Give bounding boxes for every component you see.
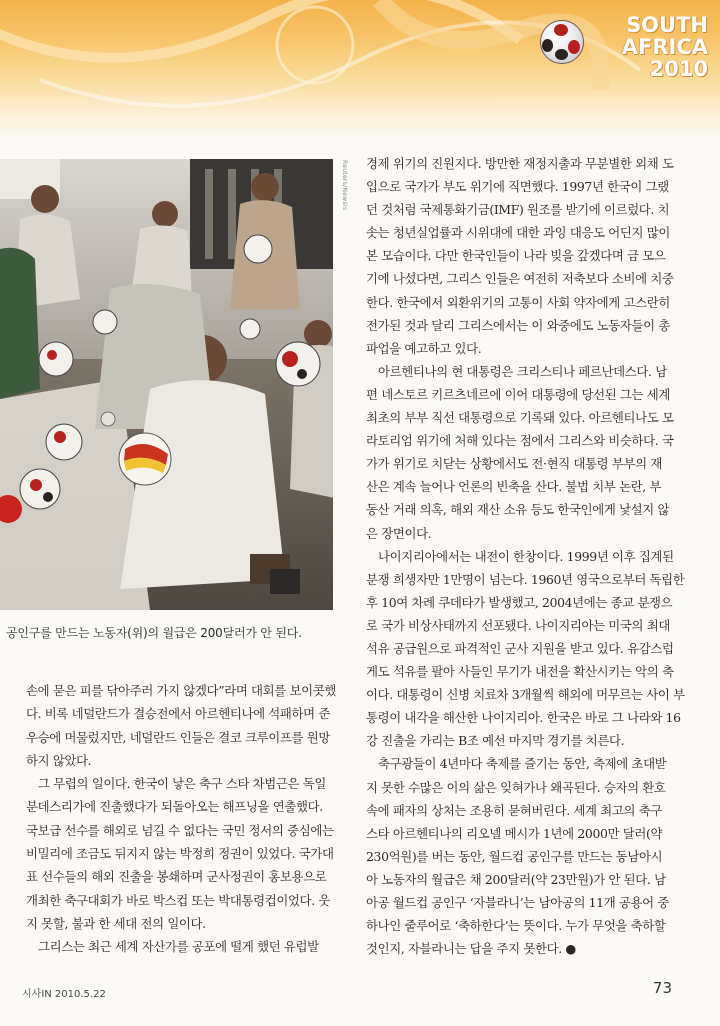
text-line: 하나인 줄루어로 ‘축하한다’는 뜻이다. 누가 무엇을 축하할 bbox=[366, 918, 666, 934]
text-line: 손에 묻은 피를 닦아주러 가지 않겠다”라며 대회를 보이콧했 bbox=[26, 683, 336, 698]
text-line: 한다. 한국에서 외환위기의 고통이 사회 약자에게 고스란히 bbox=[366, 294, 670, 310]
text-line: 국보급 선수를 해외로 넘길 수 없다는 국민 정서의 중심에는 bbox=[26, 822, 334, 838]
text-line: 것인지, 자블라니는 답을 주지 못한다. ● bbox=[366, 941, 576, 957]
text-line: 비밀리에 조금도 뒤지지 않는 박정희 정권이 있었다. 국가대 bbox=[26, 846, 334, 862]
text-line: 분데스리가에 진출했다가 되돌아오는 해프닝을 연출했다. bbox=[26, 799, 323, 815]
text-line: 그 무렵의 일이다. 한국이 낳은 축구 스타 차범근은 독일 bbox=[26, 776, 326, 792]
text-line: 편 네스토르 키르츠네르에 이어 대통령에 당선된 그는 세계 bbox=[366, 386, 670, 402]
text-line: 가가 위기로 치닫는 상황에서도 전·현직 대통령 부부의 재 bbox=[366, 456, 662, 472]
photo-caption: 공인구를 만드는 노동자(위)의 월급은 200달러가 안 된다. bbox=[6, 626, 302, 640]
text-line: 석유 공급원으로 파격적인 군사 지원을 받고 있다. 유감스럽 bbox=[366, 640, 674, 656]
text-line: 우승에 머물렀지만, 네덜란드 인들은 결코 크루이프를 원망 bbox=[26, 729, 330, 745]
text-line: 스타 아르헨티나의 리오넬 메시가 1년에 2000만 달러(약 bbox=[366, 825, 663, 841]
text-line: 후 10여 차례 쿠데타가 발생했고, 2004년에는 종교 분쟁으 bbox=[366, 594, 673, 610]
text-line: 전가된 것과 달리 그리스에서는 이 와중에도 노동자들이 총 bbox=[366, 317, 670, 333]
text-line: 나이지리아에서는 내전이 한창이다. 1999년 이후 집계된 bbox=[366, 548, 674, 564]
text-line: 축구광들이 4년마다 축제를 즐기는 동안, 축제에 초대받 bbox=[366, 756, 667, 772]
workers-photo bbox=[0, 159, 333, 610]
text-line: 아공 월드컵 공인구 ‘자블라니’는 남아공의 11개 공용어 중 bbox=[366, 895, 669, 910]
page-number: 73 bbox=[652, 979, 672, 997]
logo-line-2: AFRICA bbox=[621, 35, 708, 59]
text-line: 기에 나섰다면, 그리스 인들은 여전히 저축보다 소비에 치중 bbox=[366, 271, 674, 287]
text-line: 아 노동자의 월급은 채 200달러(약 23만원)가 안 된다. 남 bbox=[366, 871, 666, 887]
text-line: 이다. 대통령이 신병 치료차 3개월씩 해외에 머무르는 사이 부 bbox=[366, 687, 685, 703]
text-line: 산은 계속 늘어나 언론의 빈축을 산다. 불법 치부 논란, 부 bbox=[366, 479, 662, 495]
text-line: 그리스는 최근 세계 자산가를 공포에 떨게 했던 유럽발 bbox=[26, 939, 319, 955]
text-line: 표 선수들의 해외 진출을 봉쇄하며 군사정권이 홍보용으로 bbox=[26, 869, 327, 885]
text-line: 지 못한 수많은 이의 삶은 잊혀가나 왜곡된다. 승자의 환호 bbox=[366, 779, 666, 795]
text-line: 다. 비록 네덜란드가 결승전에서 아르헨티나에 석패하며 준 bbox=[26, 706, 330, 722]
magazine-issue: 시사IN 2010.5.22 bbox=[22, 989, 106, 1000]
text-line: 경제 위기의 진원지다. 방만한 재정지출과 무분별한 외채 도 bbox=[366, 156, 674, 171]
text-line: 은 장면이다. bbox=[366, 525, 432, 541]
text-line: 본 모습이다. 다만 한국인들이 나라 빚을 갚겠다며 금 모으 bbox=[366, 248, 666, 264]
text-line: 분쟁 희생자만 1만명이 넘는다. 1960년 영국으로부터 독립한 bbox=[366, 571, 685, 587]
text-line: 솟는 청년실업률과 시위대에 대한 과잉 대응도 어딘지 많이 bbox=[366, 225, 670, 241]
text-line: 라토리엄 위기에 처해 있다는 점에서 그리스와 비슷하다. 국 bbox=[366, 433, 674, 449]
left-column-text bbox=[26, 679, 338, 959]
text-line: 던 것처럼 국제통화기금(IMF) 원조를 받기에 이르렀다. 치 bbox=[366, 202, 670, 218]
text-line: 하지 않았다. bbox=[26, 752, 92, 768]
text-line: 강 진출을 가리는 B조 예선 마지막 경기를 치른다. bbox=[366, 733, 625, 749]
logo-line-3: 2010 bbox=[649, 57, 708, 81]
header-band bbox=[0, 0, 720, 140]
text-line: 지 못할, 불과 한 세대 전의 일이다. bbox=[26, 915, 206, 931]
text-line: 동산 거래 의혹, 해외 재산 소유 등도 한국인에게 낯설지 않 bbox=[366, 502, 670, 518]
text-line: 개최한 축구대회가 바로 박스컵 또는 박대통령컵이었다. 웃 bbox=[26, 892, 330, 908]
text-line: 게도 석유를 팔아 사들인 무기가 내전을 확산시키는 악의 축 bbox=[366, 664, 674, 680]
workers-illustration bbox=[0, 159, 333, 610]
text-line: 로 국가 비상사태까지 선포됐다. 나이지리아는 미국의 최대 bbox=[366, 617, 670, 633]
world-cup-logo bbox=[586, 14, 708, 80]
text-line: 아르헨티나의 현 대통령은 크리스티나 페르난데스다. 남 bbox=[366, 363, 667, 379]
text-line: 통령이 내각을 해산한 나이지리아. 한국은 바로 그 나라와 16 bbox=[366, 710, 681, 726]
text-line: 속에 패자의 상처는 조용히 묻혀버린다. 세계 최고의 축구 bbox=[366, 802, 662, 818]
right-column-text bbox=[366, 152, 691, 960]
text-line: 파업을 예고하고 있다. bbox=[366, 340, 482, 356]
soccer-ball-icon bbox=[540, 20, 584, 64]
text-line: 최초의 부부 직선 대통령으로 기록돼 있다. 아르헨티나도 모 bbox=[366, 410, 674, 426]
text-line: 230억원)를 버는 동안, 월드컵 공인구를 만드는 동남아시 bbox=[366, 848, 663, 864]
text-line: 입으로 국가가 부도 위기에 직면했다. 1997년 한국이 그랬 bbox=[366, 179, 669, 195]
photo-credit: Reuters/Newsis bbox=[341, 160, 348, 211]
logo-line-1: SOUTH bbox=[626, 13, 708, 37]
